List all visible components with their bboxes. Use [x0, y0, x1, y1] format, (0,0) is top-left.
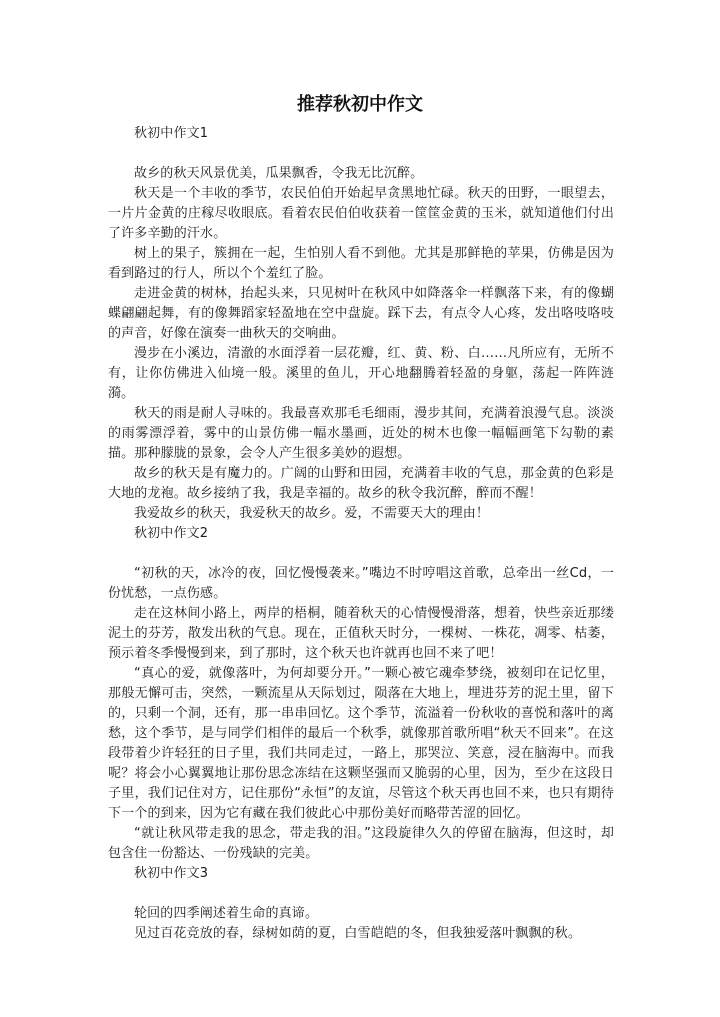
paragraph: 故乡的秋天风景优美，瓜果飘香，令我无比沉醉。: [134, 166, 424, 181]
section-heading: 秋初中作文1: [134, 126, 209, 141]
section-heading: 秋初中作文3: [134, 866, 209, 881]
paragraph: 秋天的雨是耐人寻味的。我最喜欢那毛毛细雨，漫步其间，充满着浪漫气息。淡淡的雨雾漂浮着，雾中的山景仿佛一幅水墨画，近处的树木也像一幅幅画笔下勾勒的素描。那种朦胧的景象，会令人产生很多美妙的遐想。: [108, 406, 614, 461]
paragraph: “初秋的天，冰冷的夜，回忆慢慢袭来。”嘴边不时哼唱这首歌，总牵出一丝Cd，一份忧愁，一点伤感。: [108, 566, 614, 601]
document-body: [108, 124, 614, 944]
paragraph: 走在这林间小路上，两岸的梧桐，随着秋天的心情慢慢滑落，想着，快些亲近那缕泥土的芬芳，散发出秋的气息。现在，正值秋天时分，一棵树、一株花，凋零、枯萎，预示着冬季慢慢到来，到了那时，这个秋天也许就再也回不来了吧！: [108, 606, 614, 661]
paragraph: 漫步在小溪边，清澈的水面浮着一层花瓣，红、黄、粉、白……凡所应有，无所不有，让你仿佛进入仙境一般。溪里的鱼儿，开心地翻腾着轻盈的身躯，荡起一阵阵涟漪。: [108, 346, 614, 401]
paragraph: 秋天是一个丰收的季节，农民伯伯开始起早贪黑地忙碌。秋天的田野，一眼望去，一片片金黄的庄稼尽收眼底。看着农民伯伯收获着一筐筐金黄的玉米，就知道他们付出了许多辛勤的汗水。: [108, 186, 614, 241]
blank-line: [108, 544, 614, 564]
section-heading: 秋初中作文2: [134, 526, 209, 541]
blank-line: [108, 144, 614, 164]
paragraph: 我爱故乡的秋天，我爱秋天的故乡。爱，不需要天大的理由！: [134, 506, 490, 521]
paragraph: 走进金黄的树林，抬起头来，只见树叶在秋风中如降落伞一样飘落下来，有的像蝴蝶翩翩起舞，有的像舞蹈家轻盈地在空中盘旋。踩下去，有点令人心疼，发出咯吱咯吱的声音，好像在演奏一曲秋天的交响曲。: [108, 286, 614, 341]
paragraph: “真心的爱，就像落叶，为何却要分开。”一颗心被它魂牵梦绕，被刻印在记忆里，那般无懈可击，突然，一颗流星从天际划过，陨落在大地上，埋进芬芳的泥土里，留下的，只剩一个洞，还有，那一串串回忆。这个季节，流溢着一份秋收的喜悦和落叶的离愁，这个季节，是与同学们相伴的最后一个秋季，就像那首歌所唱“秋天不回来”。在这段带着少许轻狂的日子里，我们共同走过，一路上，那哭泣、笑意，浸在脑海中。而我呢？将会小心翼翼地让那份思念冻结在这颗坚强而又脆弱的心里，因为，至少在这段日子里，我们记住对方，记住那份“永恒”的友谊，尽管这个秋天再也回不来，也只有期待下一个的到来，因为它有藏在我们彼此心中那份美好而略带苦涩的回忆。: [108, 666, 614, 821]
blank-line: [108, 884, 614, 904]
paragraph: 树上的果子，簇拥在一起，生怕别人看不到他。尤其是那鲜艳的苹果，仿佛是因为看到路过的行人，所以个个羞红了脸。: [108, 246, 614, 281]
paragraph: “就让秋风带走我的思念，带走我的泪。”这段旋律久久的停留在脑海，但这时，却包含住一份豁达、一份残缺的完美。: [108, 826, 614, 861]
paragraph: 轮回的四季阐述着生命的真谛。: [134, 906, 319, 921]
paragraph: 见过百花竞放的春，绿树如荫的夏，白雪皑皑的冬，但我独爱落叶飘飘的秋。: [134, 926, 582, 941]
document-title: 推荐秋初中作文: [297, 94, 423, 115]
paragraph: 故乡的秋天是有魔力的。广阔的山野和田园，充满着丰收的气息，那金黄的色彩是大地的龙袍。故乡接纳了我，我是幸福的。故乡的秋令我沉醉，醉而不醒！: [108, 466, 614, 501]
